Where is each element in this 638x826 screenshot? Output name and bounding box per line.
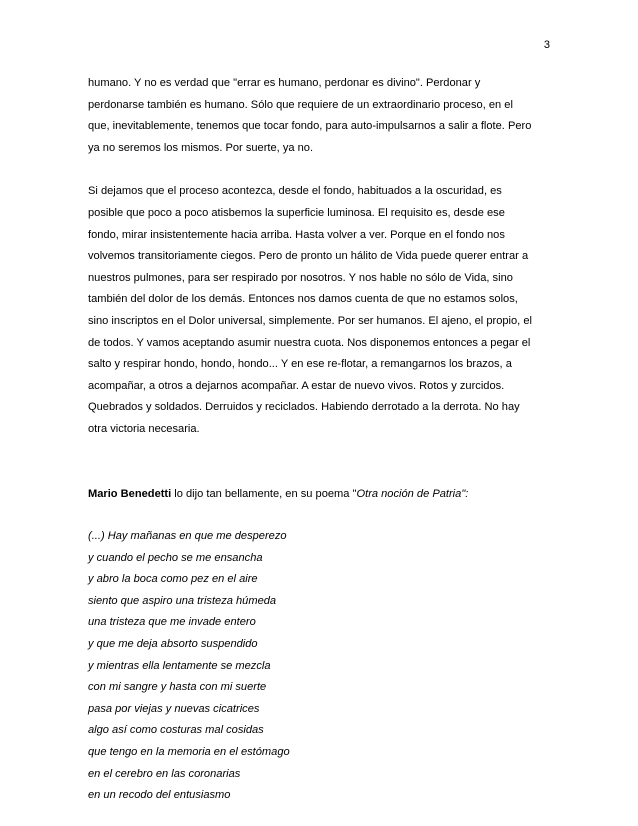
poem-line: y que me deja absorto suspendido: [88, 638, 258, 651]
paragraph-line: Quebrados y soldados. Derruidos y reciclados. Habiendo derrotado a la derrota. No hay: [88, 401, 520, 414]
poem-line: con mi sangre y hasta con mi suerte: [88, 681, 267, 694]
paragraph-line: salto y respirar hondo, hondo, hondo... Y en ese re-flotar, a remangarnos los brazos, a: [88, 358, 512, 371]
paragraph-spacer: [88, 159, 558, 181]
poem-line: una tristeza que me invade entero: [88, 616, 256, 629]
page-number: 3: [543, 39, 550, 51]
poem-line: que tengo en la memoria en el estómago: [88, 746, 290, 759]
paragraph-line: volvemos transitoriamente ciegos. Pero de pronto un hálito de Vida puede querer entrar a: [88, 250, 529, 263]
poem-line: algo así como costuras mal cosidas: [88, 724, 264, 737]
paragraph-line: de todos. Y vamos aceptando asumir nuestra cuota. Nos disponemos entonces a pegar el: [88, 336, 531, 349]
poem-line: en el cerebro en las coronarias: [88, 767, 241, 780]
paragraph-line: ya no seremos los mismos. Por suerte, ya no.: [88, 141, 314, 154]
poem-line: pasa por viejas y nuevas cicatrices: [88, 702, 260, 715]
paragraph-line: sino inscriptos en el Dolor universal, simplemente. Por ser humanos. El ajeno, el propio, el: [88, 314, 532, 327]
paragraph-2: [88, 181, 558, 440]
attribution-text: lo dijo tan bellamente, en su poema ": [171, 487, 357, 500]
poem-line: siento que aspiro una tristeza húmeda: [88, 594, 277, 607]
paragraph-line: también del dolor de los demás. Entonces nos damos cuenta de que no estamos solos,: [88, 293, 518, 306]
paragraph-line: otra victoria necesaria.: [88, 422, 200, 435]
paragraph-line: acompañar, a otros a dejarnos acompañar. A estar de nuevo vivos. Rotos y zurcidos.: [88, 379, 505, 392]
poem-line: y cuando el pecho se me ensancha: [88, 551, 263, 564]
paragraph-line: fondo, mirar insistentemente hacia arriba. Hasta volver a ver. Porque en el fondo nos: [88, 228, 505, 241]
poem-line: (...) Hay mañanas en que me desperezo: [88, 530, 287, 543]
poem-line: en un recodo del entusiasmo: [88, 789, 231, 802]
paragraph-line: nuestros pulmones, para ser respirado por nosotros. Y nos hable no sólo de Vida, sino: [88, 271, 513, 284]
poem-excerpt: [88, 526, 558, 807]
paragraph-1: [88, 73, 558, 159]
author-name: Mario Benedetti: [88, 487, 172, 500]
poem-line: y mientras ella lentamente se mezcla: [88, 659, 271, 672]
poem-line: y abro la boca como pez en el aire: [88, 573, 258, 586]
page-content: [88, 73, 558, 807]
paragraph-spacer: [88, 441, 558, 484]
paragraph-line: humano. Y no es verdad que "errar es humano, perdonar es divino". Perdonar y: [88, 77, 481, 89]
paragraph-line: perdonarse también es humano. Sólo que requiere de un extraordinario proceso, en el: [88, 98, 513, 111]
poem-title: Otra noción de Patria":: [356, 487, 469, 500]
paragraph-line: que, inevitablemente, tenemos que tocar fondo, para auto-impulsarnos a salir a flote. Pero: [88, 120, 532, 133]
poem-attribution: [88, 484, 558, 506]
paragraph-line: posible que poco a poco atisbemos la superficie luminosa. El requisito es, desde ese: [88, 206, 505, 219]
poem-spacer: [88, 505, 558, 526]
paragraph-line: Si dejamos que el proceso acontezca, desde el fondo, habituados a la oscuridad, es: [88, 185, 502, 198]
